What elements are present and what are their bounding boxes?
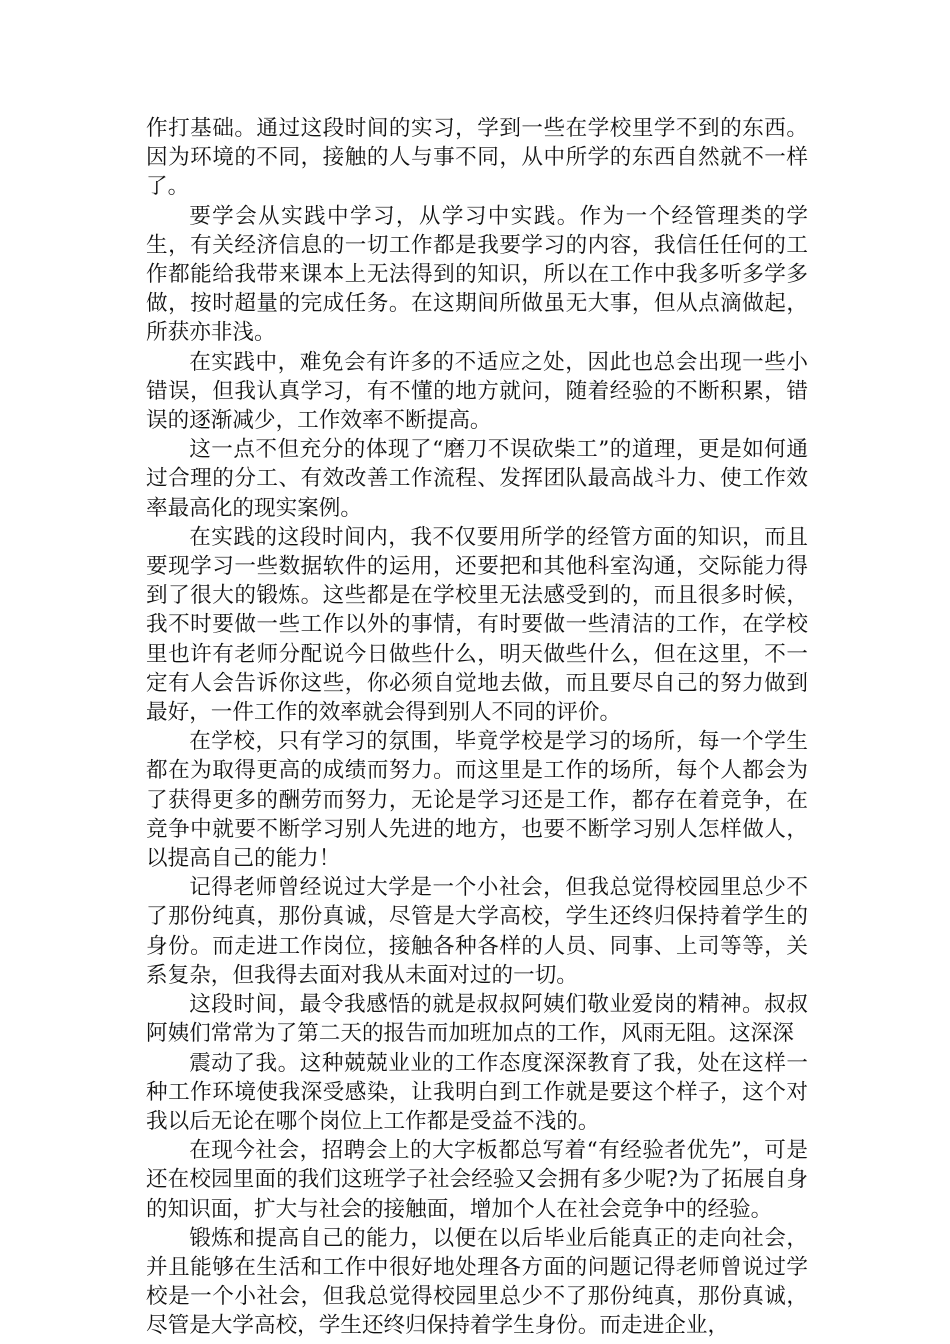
paragraph-4: 这一点不但充分的体现了“磨刀不误砍柴工”的道理，更是如何通过合理的分工、有效改善工作流程、发挥团队最高战斗力、使工作效率最高化的现实案例。	[146, 437, 808, 521]
paragraph-3: 在实践中，难免会有许多的不适应之处，因此也总会出现一些小错误，但我认真学习，有不懂的地方就问，随着经验的不断积累，错误的逐渐减少，工作效率不断提高。	[146, 349, 808, 434]
paragraph-11: 锻炼和提高自己的能力，以便在以后毕业后能真正的走向社会，并且能够在生活和工作中很好地处理各方面的问题记得老师曾说过学校是一个小社会，但我总觉得校园里总少不了那份纯真，那份真诚，尽管是大学高校，学生还终归保持着学生身份。而走进企业，	[146, 1225, 808, 1339]
paragraph-2: 要学会从实践中学习，从学习中实践。作为一个经管理类的学生，有关经济信息的一切工作都是我要学习的内容，我信任任何的工作都能给我带来课本上无法得到的知识，所以在工作中我多听多学多做，按时超量的完成任务。在这期间所做虽无大事，但从点滴做起，所获亦非浅。	[146, 203, 808, 346]
paragraph-7: 记得老师曾经说过大学是一个小社会，但我总觉得校园里总少不了那份纯真，那份真诚，尽管是大学高校，学生还终归保持着学生的身份。而走进工作岗位，接触各种各样的人员、同事、上司等等，关系复杂，但我得去面对我从未面对过的一切。	[146, 875, 808, 988]
paragraph-9: 震动了我。这种兢兢业业的工作态度深深教育了我，处在这样一种工作环境使我深受感染，让我明白到工作就是要这个样子，这个对我以后无论在哪个岗位上工作都是受益不浅的。	[146, 1050, 808, 1134]
paragraph-1: 作打基础。通过这段时间的实习，学到一些在学校里学不到的东西。因为环境的不同，接触的人与事不同，从中所学的东西自然就不一样了。	[146, 116, 808, 200]
document-page	[146, 114, 808, 1341]
paragraph-5: 在实践的这段时间内，我不仅要用所学的经管方面的知识，而且要现学习一些数据软件的运用，还要把和其他科室沟通，交际能力得到了很大的锻炼。这些都是在学校里无法感受到的，而且很多时候，我不时要做一些工作以外的事情，有时要做一些清洁的工作，在学校里也许有老师分配说今日做些什么，明天做些什么，但在这里，不一定有人会告诉你这些，你必须自觉地去做，而且要尽自己的努力做到最好，一件工作的效率就会得到别人不同的评价。	[146, 524, 808, 726]
paragraph-10: 在现今社会，招聘会上的大字板都总写着“有经验者优先”，可是还在校园里面的我们这班学子社会经验又会拥有多少呢?为了拓展自身的知识面，扩大与社会的接触面，增加个人在社会竞争中的经验。	[146, 1138, 808, 1222]
paragraph-8: 这段时间，最令我感悟的就是叔叔阿姨们敬业爱岗的精神。叔叔阿姨们常常为了第二天的报告而加班加点的工作，风雨无阻。这深深	[146, 992, 808, 1047]
paragraph-6: 在学校，只有学习的氛围，毕竟学校是学习的场所，每一个学生都在为取得更高的成绩而努力。而这里是工作的场所，每个人都会为了获得更多的酬劳而努力，无论是学习还是工作，都存在着竞争，在竞争中就要不断学习别人先进的地方，也要不断学习别人怎样做人，以提高自己的能力！	[146, 729, 808, 872]
